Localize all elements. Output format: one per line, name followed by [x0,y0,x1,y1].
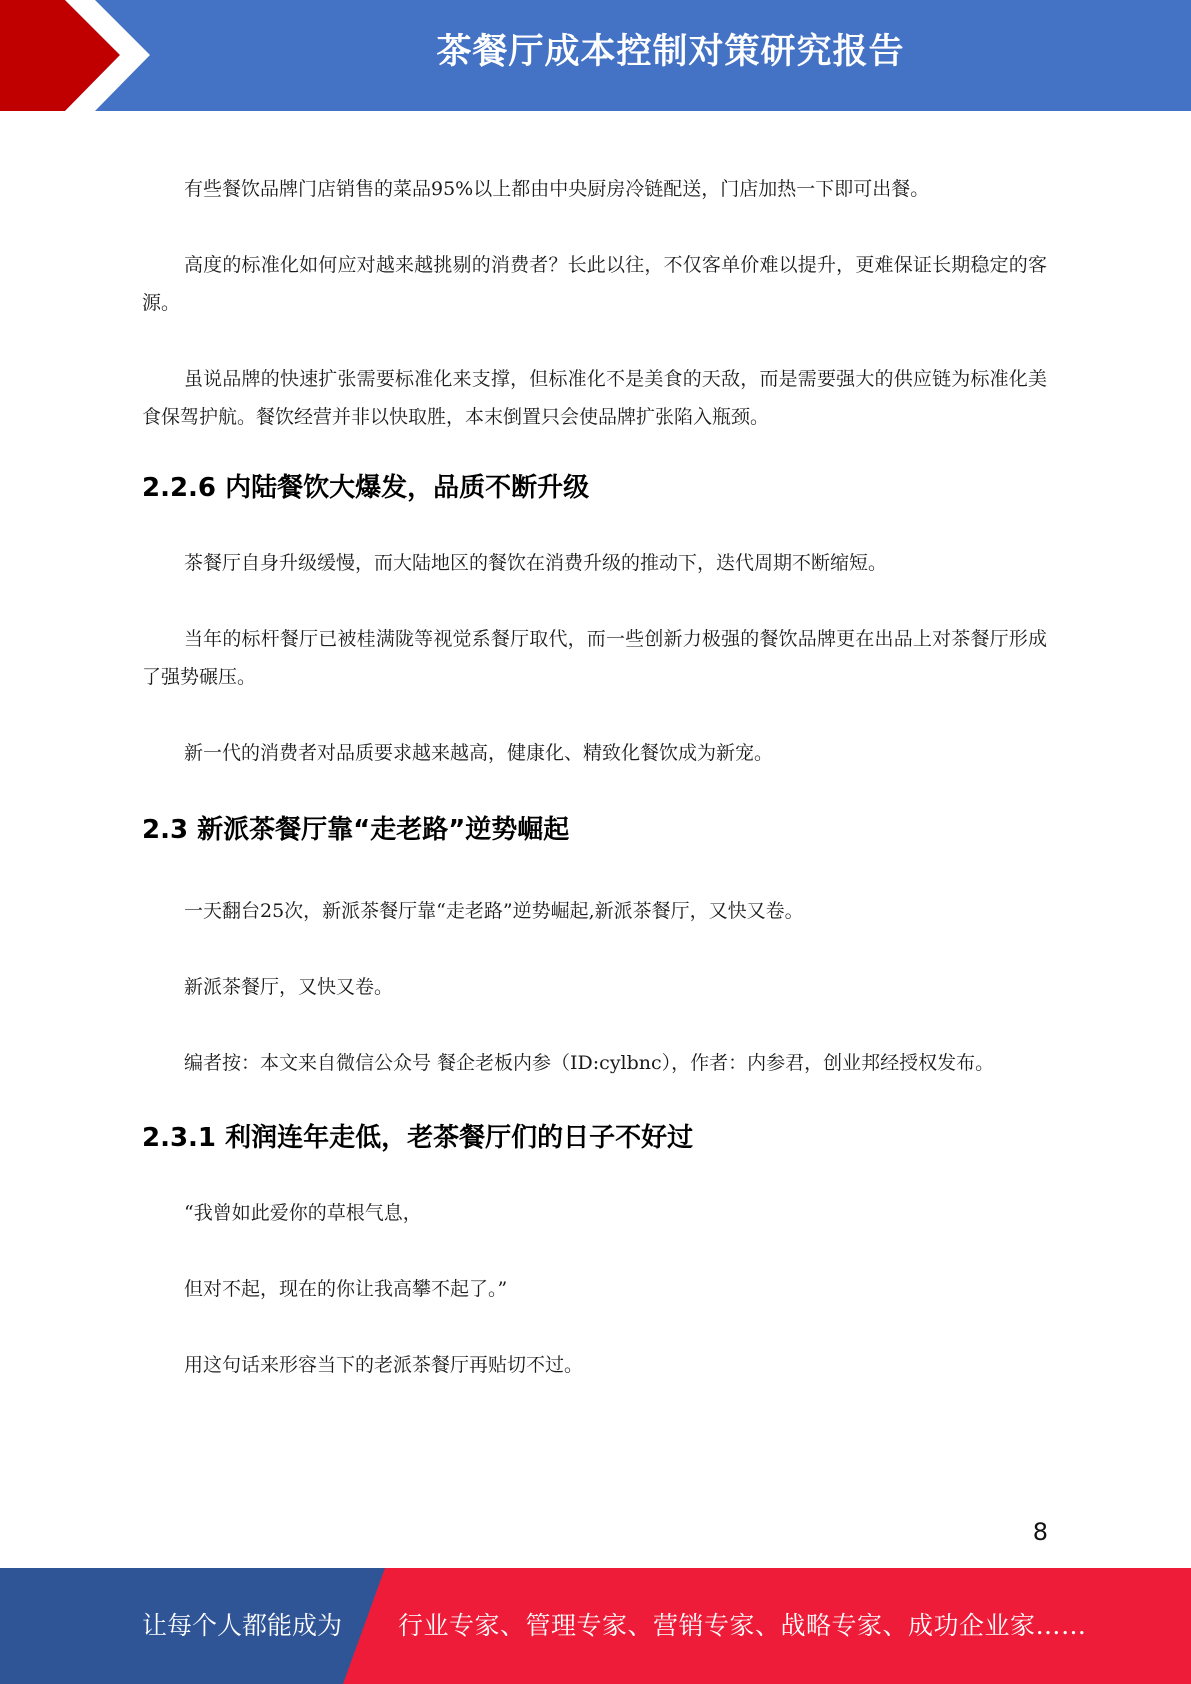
paragraph: 但对不起，现在的你让我高攀不起了。” [184,1278,508,1300]
paragraph: 用这句话来形容当下的老派茶餐厅再贴切不过。 [184,1354,584,1376]
paragraph: 有些餐饮品牌门店销售的菜品95%以上都由中央厨房冷链配送，门店加热一下即可出餐。 [184,178,930,200]
page-header [0,0,1191,111]
page-footer [0,1568,1191,1684]
paragraph: 编者按：本文来自微信公众号 餐企老板内参（ID:cylbnc），作者：内参君，创业邦经授权发布。 [184,1052,995,1074]
document-body [142,170,1047,1422]
footer-slogan-right: 行业专家、管理专家、营销专家、战略专家、成功企业家…… [398,1611,1087,1640]
section-heading-2-2-6: 2.2.6 内陆餐饮大爆发，品质不断升级 [142,473,590,503]
paragraph: 高度的标准化如何应对越来越挑剔的消费者？长此以往，不仅客单价难以提升，更难保证长期稳定的客源。 [142,254,1047,314]
paragraph: “我曾如此爱你的草根气息， [184,1202,422,1224]
paragraph: 当年的标杆餐厅已被桂满陇等视觉系餐厅取代，而一些创新力极强的餐饮品牌更在出品上对茶餐厅形成了强势碾压。 [142,628,1047,688]
paragraph: 茶餐厅自身升级缓慢，而大陆地区的餐饮在消费升级的推动下，迭代周期不断缩短。 [184,552,888,574]
paragraph: 虽说品牌的快速扩张需要标准化来支撑，但标准化不是美食的天敌，而是需要强大的供应链为标准化美食保驾护航。餐饮经营并非以快取胜，本末倒置只会使品牌扩张陷入瓶颈。 [142,368,1047,428]
paragraph: 新派茶餐厅，又快又卷。 [184,976,394,998]
paragraph: 新一代的消费者对品质要求越来越高，健康化、精致化餐饮成为新宠。 [184,742,774,764]
footer-slogan-left: 让每个人都能成为 [142,1611,343,1640]
section-heading-2-3-1: 2.3.1 利润连年走低，老茶餐厅们的日子不好过 [142,1123,694,1153]
section-heading-2-3: 2.3 新派茶餐厅靠“走老路”逆势崛起 [142,815,570,845]
page-number: 8 [1032,1518,1048,1546]
paragraph: 一天翻台25次，新派茶餐厅靠“走老路”逆势崛起,新派茶餐厅，又快又卷。 [184,900,804,922]
document-title: 茶餐厅成本控制对策研究报告 [436,32,905,72]
